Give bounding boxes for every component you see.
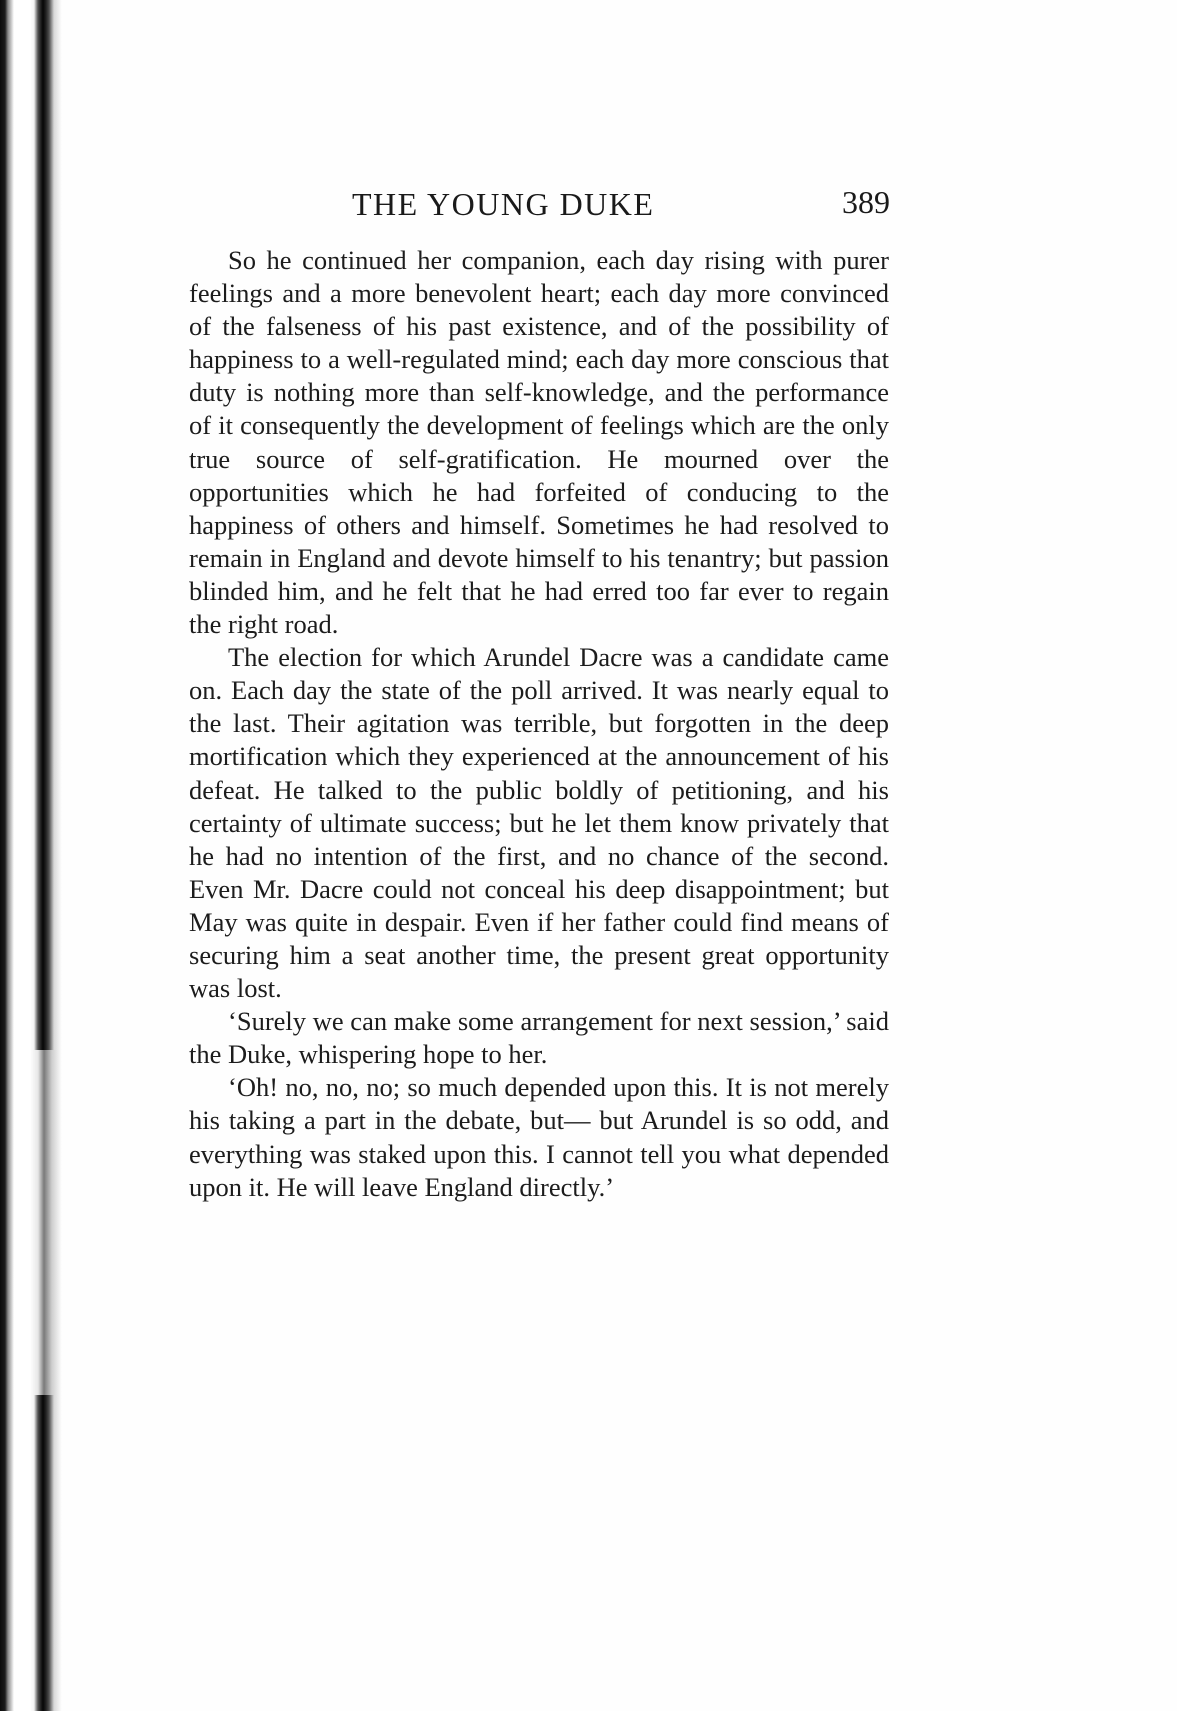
running-title: THE YOUNG DUKE [352,186,655,222]
paragraph: ‘Surely we can make some arrangement for next session,’ said the Duke, whispering hope to her. [189,1006,889,1070]
gutter-shadow-lower [34,1395,54,1711]
body-text [189,244,889,1204]
paragraph: The election for which Arundel Dacre was a candidate came on. Each day the state of the poll arrived. It was nearly equal to the last. Their agitation was terrible, but forgotten in the deep mortification which they experienced at the announcement of his defeat. He talked to the public boldly of petitioning, and his certainty of ultimate success; but he let them know privately that he had no intention of the first, and no chance of the second. Even Mr. Dacre could not conceal his deep disappointment; but May was quite in despair. Even if her father could find means of securing him a seat another time, the present great opportunity was lost. [189,642,889,1004]
paragraph: So he continued her companion, each day rising with purer feelings and a more benevolent heart; each day more convinced of the falseness of his past existence, and of the possibility of happiness to a well-regulated mind; each day more conscious that duty is nothing more than self-knowledge, and the performance of it consequently the development of feelings which are the only true source of self-gratification. He mourned over the opportunities which he had forfeited of conducing to the happiness of others and himself. Sometimes he had resolved to remain in England and devote himself to his tenantry; but passion blinded him, and he felt that he had erred too far ever to regain the right road. [189,245,889,640]
paragraph: ‘Oh! no, no, no; so much depended upon this. It is not merely his taking a part in the debate, but— but Arundel is so odd, and everything was staked upon this. I cannot tell you what depended upon it. He will leave England directly.’ [189,1072,889,1202]
page-number: 389 [842,184,890,220]
running-head [190,180,890,240]
gutter-shadow-upper [34,0,54,1050]
